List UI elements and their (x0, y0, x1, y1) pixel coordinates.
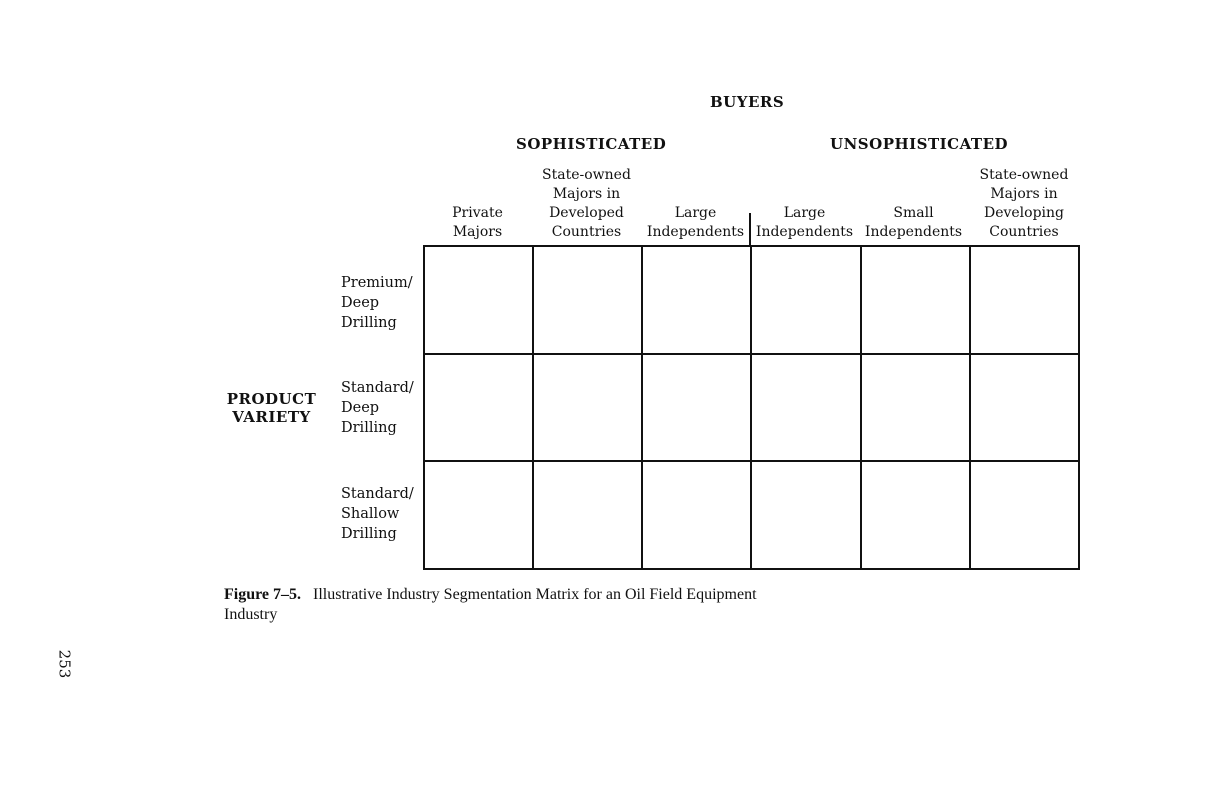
matrix-cell (861, 246, 970, 354)
page-number: 253 (55, 649, 74, 679)
column-header-large-independents-unsophisticated: Large Independents (755, 205, 854, 240)
matrix-cell (533, 246, 642, 354)
group-sophisticated: SOPHISTICATED (516, 135, 667, 153)
figure-caption-continuation: Industry (224, 606, 278, 623)
figure-caption-text: Illustrative Industry Segmentation Matrix for an Oil Field Equipment (313, 586, 757, 603)
row-header-standard-deep: Standard/ Deep Drilling (341, 380, 414, 436)
matrix-cell (533, 461, 642, 569)
matrix-row (424, 246, 1079, 354)
product-variety-axis-label: PRODUCT VARIETY (226, 390, 317, 426)
matrix-cell (751, 354, 860, 462)
matrix-row (424, 354, 1079, 462)
buyers-axis-label: BUYERS (710, 93, 785, 111)
matrix-cell (533, 354, 642, 462)
figure-number: Figure 7–5. (224, 586, 302, 603)
row-header-standard-shallow: Standard/ Shallow Drilling (341, 486, 414, 542)
row-header-premium-deep: Premium/ Deep Drilling (341, 275, 413, 331)
matrix-row (424, 461, 1079, 569)
segmentation-matrix (423, 245, 1080, 570)
matrix-cell (642, 354, 751, 462)
group-divider (749, 213, 751, 247)
matrix-cell (970, 461, 1079, 569)
matrix-cell (970, 354, 1079, 462)
matrix-cell (861, 354, 970, 462)
matrix-cell (424, 461, 533, 569)
matrix-cell (642, 246, 751, 354)
matrix-cell (424, 246, 533, 354)
column-header-private-majors: Private Majors (452, 205, 503, 240)
matrix-cell (424, 354, 533, 462)
matrix-cell (751, 246, 860, 354)
group-unsophisticated: UNSOPHISTICATED (830, 135, 1009, 153)
matrix-cell (751, 461, 860, 569)
column-header-state-owned-developed: State-owned Majors in Developed Countries (542, 167, 631, 240)
column-header-small-independents: Small Independents (864, 205, 963, 240)
figure-caption (224, 585, 944, 625)
matrix-cell (970, 246, 1079, 354)
matrix-cell (861, 461, 970, 569)
column-header-large-independents-sophisticated: Large Independents (646, 205, 745, 240)
column-header-state-owned-developing: State-owned Majors in Developing Countries (979, 167, 1069, 240)
matrix-cell (642, 461, 751, 569)
